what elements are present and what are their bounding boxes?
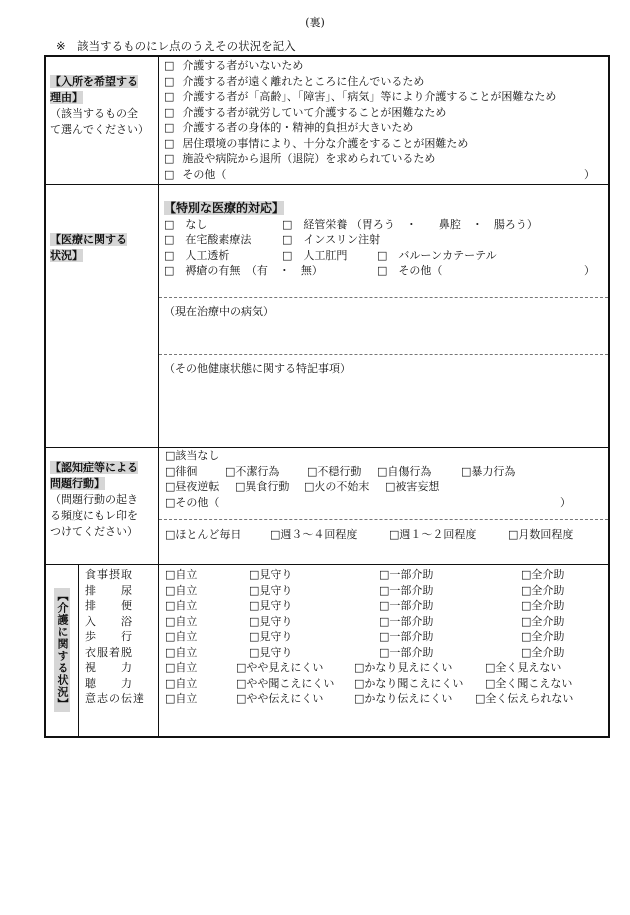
care-option-checkbox[interactable]: □自立 (165, 630, 198, 643)
behavior-self-harm[interactable]: □自傷行為 (377, 464, 432, 478)
freq-daily[interactable]: □ほとんど毎日 (165, 528, 242, 541)
care-option-checkbox[interactable]: □自立 (165, 645, 198, 659)
dementia-none[interactable]: □該当なし (165, 449, 220, 462)
dashed-divider (159, 354, 608, 355)
care-item-list (79, 564, 159, 736)
reason-option[interactable]: □ 居住環境の事情により、十分な介護をすることが困難ため (164, 136, 469, 150)
care-option-checkbox[interactable]: □自立 (165, 568, 198, 581)
care-option-checkbox[interactable]: □やや見えにくい (236, 661, 324, 674)
medical-option-insulin[interactable]: □ インスリン注射 (282, 233, 381, 246)
behavior-fire[interactable]: □火の不始末 (304, 480, 370, 493)
care-option-checkbox[interactable]: □全く伝えられない (475, 692, 574, 705)
care-item-name: 排 尿 (85, 583, 133, 597)
care-option-checkbox[interactable]: □見守り (249, 614, 293, 628)
care-option-checkbox[interactable]: □自立 (165, 661, 198, 674)
care-option-checkbox[interactable]: □一部介助 (379, 568, 434, 581)
checkbox[interactable]: □ (164, 167, 175, 181)
checkbox[interactable]: □ (164, 136, 175, 150)
checkbox[interactable]: □ (164, 152, 175, 165)
care-item-name: 排 便 (85, 599, 133, 612)
reason-option[interactable]: □ 介護する者が「高齢」、「障害」、「病気」等により介護することが困難なため (164, 90, 557, 103)
medical-option-bedsore[interactable]: □ 褥瘡の有無 （有 ・ 無） (164, 264, 323, 277)
behavior-pica[interactable]: □異食行動 (235, 480, 290, 493)
instruction-note: ※ 該当するものにレ点のうえその状況を記入 (56, 39, 296, 53)
reason-label: 【入所を希望する (50, 75, 138, 88)
checkbox[interactable]: □ (164, 74, 175, 88)
page-mark: (裏) (305, 16, 325, 29)
care-option-checkbox[interactable]: □一部介助 (379, 614, 434, 628)
care-item-name: 食事摂取 (85, 568, 133, 581)
care-option-checkbox[interactable]: □見守り (249, 599, 293, 612)
care-options (159, 564, 608, 736)
medical-option-catheter[interactable]: □ バルーンカテーテル (377, 248, 497, 262)
care-option-checkbox[interactable]: □全く聞こえない (485, 676, 573, 690)
dementia-sublabel: （問題行動の起き (50, 493, 138, 506)
care-label-cell (46, 564, 79, 736)
current-disease-label: （現在治療中の病気） (164, 305, 274, 318)
checkbox[interactable]: □ (164, 105, 175, 119)
behavior-wandering[interactable]: □徘徊 (165, 464, 198, 478)
reason-option[interactable]: □ 施設や病院から退所（退院）を求められているため (164, 152, 436, 165)
care-option-row (159, 629, 608, 645)
dementia-label: 【認知症等による (50, 461, 138, 474)
care-label: 【介護に関する状況】 (56, 590, 69, 710)
care-option-checkbox[interactable]: □見守り (249, 645, 293, 659)
care-option-row (159, 676, 608, 692)
care-option-checkbox[interactable]: □自立 (165, 692, 198, 705)
care-section (46, 564, 608, 736)
application-form (44, 55, 610, 738)
care-option-checkbox[interactable]: □全介助 (521, 645, 565, 659)
checkbox[interactable]: □ (164, 121, 175, 134)
care-option-checkbox[interactable]: □かなり聞こえにくい (354, 676, 464, 690)
care-option-checkbox[interactable]: □見守り (249, 568, 293, 581)
dashed-divider (159, 297, 608, 298)
reason-option-other[interactable]: □ その他（ ） (164, 167, 595, 181)
care-option-checkbox[interactable]: □一部介助 (379, 645, 434, 659)
medical-option-oxygen[interactable]: □ 在宅酸素療法 (164, 233, 252, 246)
checkbox[interactable]: □ (164, 90, 175, 103)
dementia-section: 【認知症等による 問題行動】 （問題行動の起き る頻度にもレ印を つけてください） □該当なし □徘徊 □不潔行為 □不穏行動 □自傷行為 □暴力行為 □昼夜逆転 □異食行動 □火の不始末 □被害妄想 □その他（ ） □ほとんど毎日 □週３～４回程度 □週１～２回程度 □月数回程度 (46, 447, 608, 565)
care-item-name: 視 力 (85, 661, 133, 674)
medical-option-stoma[interactable]: □ 人工肛門 (282, 248, 348, 262)
medical-option-tube[interactable]: □ 経管栄養 （胃ろう ・ 鼻腔 ・ 腸ろう） (282, 217, 538, 231)
reason-option[interactable]: □ 介護する者の身体的・精神的負担が大きいため (164, 121, 414, 134)
care-option-row (159, 614, 608, 630)
care-option-checkbox[interactable]: □全介助 (521, 568, 565, 581)
behavior-day-night[interactable]: □昼夜逆転 (165, 480, 220, 493)
reason-section (46, 57, 608, 185)
care-item-name: 聴 力 (85, 676, 133, 690)
care-option-row (159, 645, 608, 661)
freq-monthly[interactable]: □月数回程度 (508, 528, 574, 541)
behavior-delusion[interactable]: □被害妄想 (385, 480, 440, 493)
checkbox[interactable]: □ (164, 59, 175, 72)
care-option-checkbox[interactable]: □見守り (249, 630, 293, 643)
medical-section: 【医療に関する 状況】 【特別な医療的対応】 □ なし □ 経管栄養 （胃ろう ・ 鼻腔 ・ 腸ろう） □ 在宅酸素療法 □ インスリン注射 □ 人工透析 □ 人工肛門 □ バルーンカテーテル □ 褥瘡の有無 （有 ・ 無） □ その他（ ） （現在治療中の病気） （その他健康状態に関する特記事項） (46, 184, 608, 448)
reason-option[interactable]: □ 介護する者が遠く離れたところに住んでいるため (164, 74, 425, 88)
care-option-checkbox[interactable]: □かなり見えにくい (354, 661, 453, 674)
medical-option-none[interactable]: □ なし (164, 217, 208, 231)
medical-option-other[interactable]: □ その他（ (377, 264, 443, 277)
care-option-checkbox[interactable]: □自立 (165, 583, 198, 597)
care-option-checkbox[interactable]: □全介助 (521, 599, 565, 612)
care-option-checkbox[interactable]: □全く見えない (485, 661, 562, 674)
care-option-checkbox[interactable]: □全介助 (521, 630, 565, 643)
care-option-checkbox[interactable]: □全介助 (521, 583, 565, 597)
care-option-checkbox[interactable]: □一部介助 (379, 583, 434, 597)
care-option-checkbox[interactable]: □やや伝えにくい (236, 692, 324, 705)
care-option-row (159, 598, 608, 614)
special-care-title: 【特別な医療的対応】 (164, 201, 285, 215)
frequency-row (165, 527, 605, 543)
reason-option[interactable]: □ 介護する者がいないため (164, 59, 304, 72)
behavior-violence[interactable]: □暴力行為 (461, 464, 516, 478)
care-option-row (159, 567, 608, 583)
health-notes-label: （その他健康状態に関する特記事項） (164, 362, 351, 375)
care-option-checkbox[interactable]: □自立 (165, 676, 198, 690)
care-option-checkbox[interactable]: □一部介助 (379, 630, 434, 643)
behavior-unclean[interactable]: □不潔行為 (225, 464, 280, 478)
care-option-row (159, 691, 608, 707)
care-option-row (159, 583, 608, 599)
behavior-other[interactable]: □その他（ (165, 495, 220, 509)
medical-label-cell: 【医療に関する 状況】 (46, 184, 159, 447)
medical-option-dialysis[interactable]: □ 人工透析 (164, 248, 230, 262)
reason-sublabel: （該当するもの全 (50, 107, 138, 120)
behavior-restless[interactable]: □不穏行動 (307, 464, 362, 478)
freq-1-2-weekly[interactable]: □週１～２回程度 (389, 528, 477, 541)
care-item-name: 入 浴 (85, 614, 133, 628)
care-option-checkbox[interactable]: □自立 (165, 614, 198, 628)
reason-option[interactable]: □ 介護する者が就労していて介護することが困難なため (164, 105, 447, 119)
freq-3-4-weekly[interactable]: □週３～４回程度 (270, 528, 358, 541)
care-option-row (159, 660, 608, 676)
care-option-checkbox[interactable]: □やや聞こえにくい (236, 676, 335, 690)
care-item-name: 歩 行 (85, 630, 133, 643)
dashed-divider (159, 519, 608, 520)
care-option-checkbox[interactable]: □自立 (165, 599, 198, 612)
dementia-label-cell: 【認知症等による 問題行動】 （問題行動の起き る頻度にもレ印を つけてください） (46, 447, 159, 564)
care-option-checkbox[interactable]: □一部介助 (379, 599, 434, 612)
care-item-name: 意志の伝達 (85, 692, 145, 705)
medical-label: 【医療に関する (50, 233, 127, 246)
reason-label-cell: 【入所を希望する 理由】 （該当するもの全 て選んでください） (46, 57, 159, 184)
care-item-name: 衣服着脱 (85, 645, 133, 659)
care-option-checkbox[interactable]: □全介助 (521, 614, 565, 628)
care-option-checkbox[interactable]: □かなり伝えにくい (354, 692, 453, 705)
care-option-checkbox[interactable]: □見守り (249, 583, 293, 597)
